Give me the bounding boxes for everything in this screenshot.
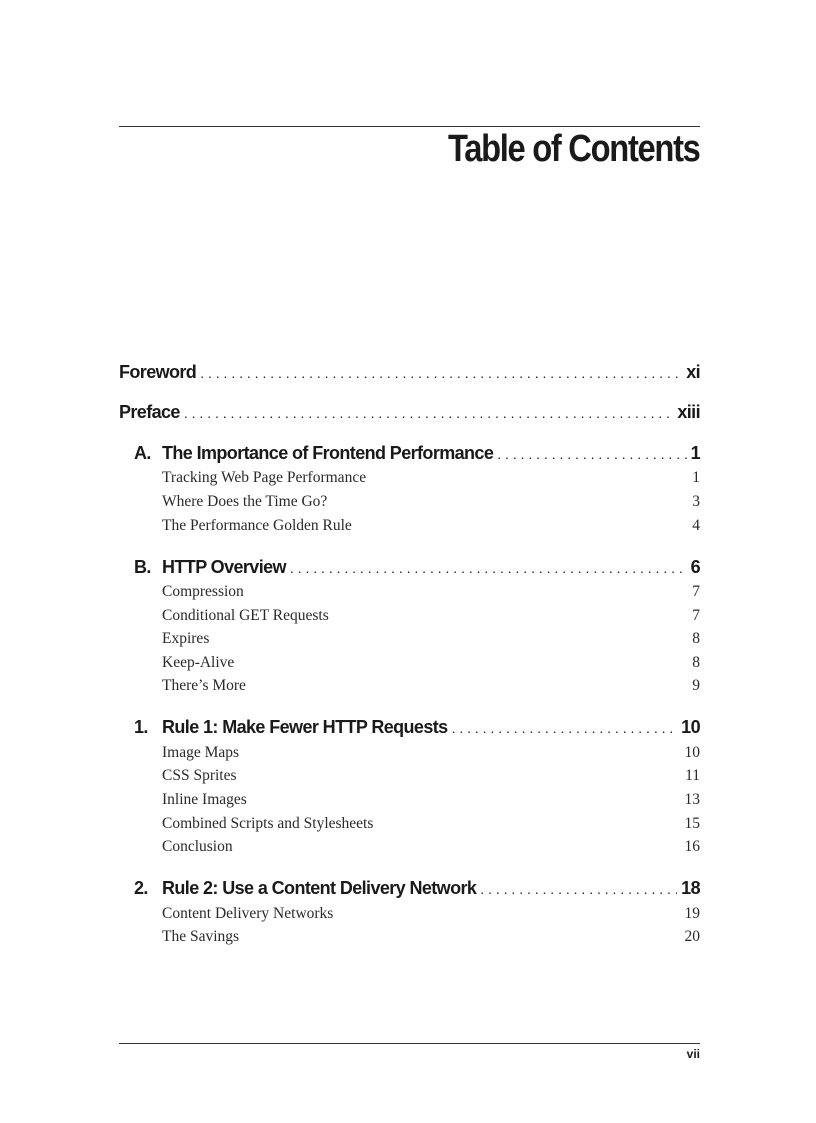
toc-section bbox=[162, 607, 700, 625]
entry-page: xi bbox=[686, 362, 700, 382]
chapter-title: Rule 1: Make Fewer HTTP Requests bbox=[162, 717, 448, 737]
section-page: 13 bbox=[684, 791, 700, 808]
toc-section bbox=[162, 791, 700, 809]
section-page: 3 bbox=[692, 493, 700, 510]
chapter-page: 18 bbox=[681, 878, 700, 898]
toc-section bbox=[162, 838, 700, 856]
dot-leader bbox=[452, 720, 678, 736]
section-title: The Savings bbox=[162, 928, 240, 945]
chapter-number: B. bbox=[134, 557, 151, 577]
chapter-page: 1 bbox=[690, 443, 700, 463]
chapter-title: Rule 2: Use a Content Delivery Network bbox=[162, 878, 477, 898]
section-title: Inline Images bbox=[162, 791, 247, 808]
toc-section bbox=[162, 583, 700, 601]
bottom-rule bbox=[119, 1043, 700, 1044]
entry-page: xiii bbox=[677, 402, 700, 422]
page-number: vii bbox=[686, 1047, 700, 1061]
dot-leader bbox=[290, 560, 687, 576]
section-page: 8 bbox=[692, 654, 700, 671]
toc-section bbox=[162, 767, 700, 785]
chapter-number: A. bbox=[134, 443, 151, 463]
dot-leader bbox=[200, 365, 682, 381]
section-page: 11 bbox=[685, 767, 700, 784]
chapter-number: 1. bbox=[134, 717, 148, 737]
section-page: 7 bbox=[692, 607, 700, 624]
section-page: 4 bbox=[692, 517, 700, 534]
section-page: 1 bbox=[692, 469, 700, 486]
section-title: The Performance Golden Rule bbox=[162, 517, 352, 534]
section-page: 19 bbox=[684, 905, 700, 922]
toc-section bbox=[162, 517, 700, 535]
toc-section bbox=[162, 905, 700, 923]
dot-leader bbox=[497, 446, 686, 462]
entry-title: Preface bbox=[119, 402, 180, 422]
section-page: 10 bbox=[684, 744, 700, 761]
toc-section bbox=[162, 928, 700, 946]
toc-entry-preface bbox=[119, 402, 700, 423]
section-page: 7 bbox=[692, 583, 700, 600]
toc-entry-foreword bbox=[119, 362, 700, 383]
toc-section bbox=[162, 677, 700, 695]
section-page: 20 bbox=[684, 928, 700, 945]
toc-section bbox=[162, 744, 700, 762]
section-page: 9 bbox=[692, 677, 700, 694]
chapter-title: The Importance of Frontend Performance bbox=[162, 443, 494, 463]
toc-chapter-1 bbox=[134, 717, 700, 738]
chapter-page: 10 bbox=[681, 717, 700, 737]
section-page: 16 bbox=[684, 838, 700, 855]
toc-section bbox=[162, 630, 700, 648]
section-title: Image Maps bbox=[162, 744, 240, 761]
section-title: Compression bbox=[162, 583, 244, 600]
section-title: Combined Scripts and Stylesheets bbox=[162, 815, 374, 832]
dot-leader bbox=[184, 405, 674, 421]
section-page: 15 bbox=[684, 815, 700, 832]
toc-section bbox=[162, 493, 700, 511]
toc-section bbox=[162, 815, 700, 833]
toc-chapter-2 bbox=[134, 878, 700, 899]
toc-section bbox=[162, 469, 700, 487]
entry-title: Foreword bbox=[119, 362, 197, 382]
chapter-title: HTTP Overview bbox=[162, 557, 286, 577]
section-title: Keep-Alive bbox=[162, 654, 235, 671]
section-page: 8 bbox=[692, 630, 700, 647]
chapter-number: 2. bbox=[134, 878, 148, 898]
top-rule bbox=[119, 126, 700, 127]
dot-leader bbox=[480, 881, 677, 897]
page-title: Table of Contents bbox=[448, 128, 700, 170]
section-title: Tracking Web Page Performance bbox=[162, 469, 367, 486]
section-title: Conclusion bbox=[162, 838, 233, 855]
section-title: CSS Sprites bbox=[162, 767, 237, 784]
toc-chapter-b bbox=[134, 557, 700, 578]
section-title: There’s More bbox=[162, 677, 246, 694]
section-title: Expires bbox=[162, 630, 210, 647]
section-title: Conditional GET Requests bbox=[162, 607, 329, 624]
section-title: Content Delivery Networks bbox=[162, 905, 334, 922]
chapter-page: 6 bbox=[690, 557, 700, 577]
toc-chapter-a bbox=[134, 443, 700, 464]
section-title: Where Does the Time Go? bbox=[162, 493, 328, 510]
toc-section bbox=[162, 654, 700, 672]
